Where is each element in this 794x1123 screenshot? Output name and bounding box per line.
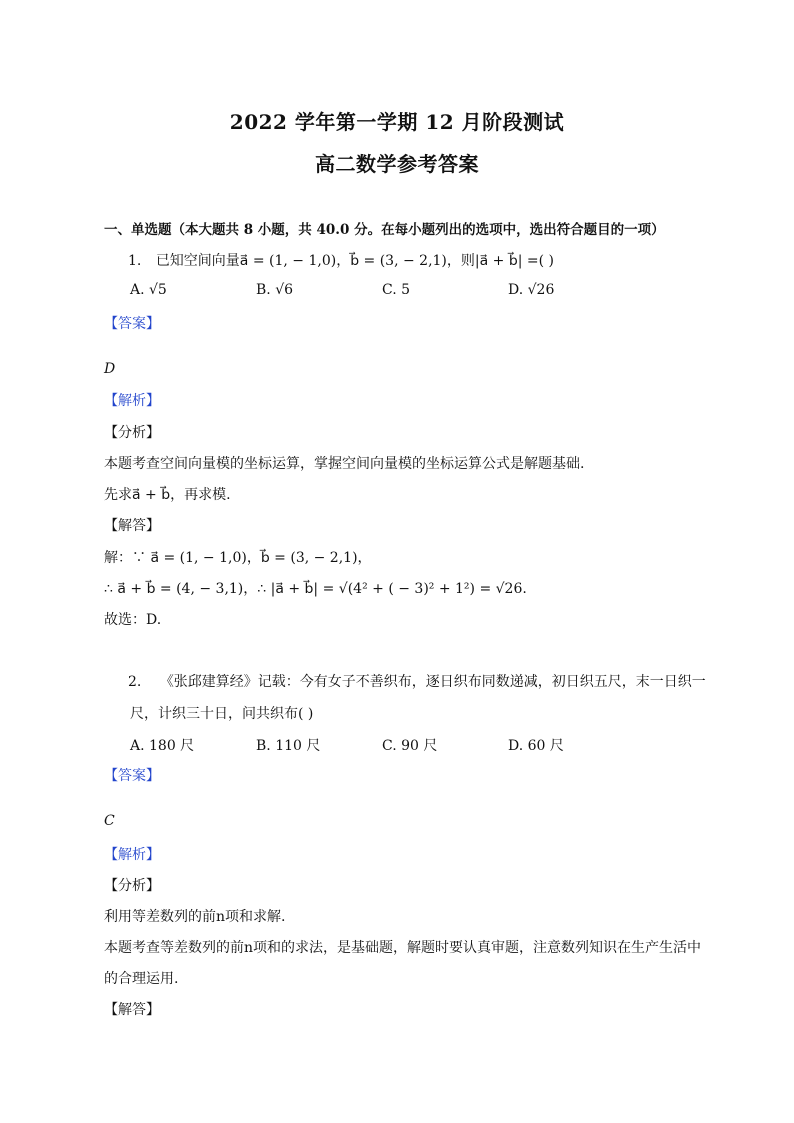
q1-analysis-tag: 【解析】 [104,393,160,409]
q1-answer-tag: 【答案】 [104,316,160,332]
q1-option-a: A. √5 [130,282,167,298]
q2-jieda-tag: 【解答】 [104,1002,160,1018]
q1-stem-text: 已知空间向量a⃗ = (1, − 1,0)，b⃗ = (3, − 2,1)，则|a⃗ + b⃗| =( ) [155,253,554,269]
q1-fenxi-text-1: 本题考查空间向量模的坐标运算，掌握空间向量模的坐标运算公式是解题基础. [104,456,585,472]
q2-number: 2. [128,674,142,690]
q1-solution-2: ∴ a⃗ + b⃗ = (4, − 3,1)，∴ |a⃗ + b⃗| = √(4² + ( − 3)² + 1²) = √26. [104,581,527,597]
q2-fenxi-tag: 【分析】 [104,878,160,894]
q1-option-b: B. √6 [256,282,294,298]
q2-stem-line-2: 尺，计织三十日，问共织布( ) [130,706,314,722]
q2-fenxi-text-2: 本题考查等差数列的前n项和的求法，是基础题，解题时要认真审题，注意数列知识在生产生活中 [104,940,702,956]
q1-jieda-tag: 【解答】 [104,518,160,534]
q1-fenxi-text-2: 先求a⃗ + b⃗，再求模. [104,487,231,503]
q1-number: 1. [128,253,142,269]
page-subtitle: 高二数学参考答案 [315,152,479,176]
q2-analysis-tag: 【解析】 [104,847,160,863]
q1-solution-1: 解：∵ a⃗ = (1, − 1,0)，b⃗ = (3, − 2,1)， [104,550,372,566]
page-title: 2022 学年第一学期 12 月阶段测试 [229,110,565,134]
q2-stem-line-1 [128,671,706,691]
q2-fenxi-text-3: 的合理运用. [104,971,179,987]
q1-option-c: C. 5 [382,282,411,298]
q1-option-d: D. √26 [508,282,555,298]
q1-fenxi-tag: 【分析】 [104,425,160,441]
q1-answer: D [104,361,116,377]
q1-stem [128,250,554,270]
q2-fenxi-text-1: 利用等差数列的前n项和求解. [104,909,286,925]
q2-option-b: B. 110 尺 [256,738,321,754]
q2-option-c: C. 90 尺 [382,738,438,754]
q2-answer-tag: 【答案】 [104,768,160,784]
q1-solution-3: 故选：D. [104,612,162,628]
section-heading: 一、单选题（本大题共 8 小题，共 40.0 分。在每小题列出的选项中，选出符合题目的一项） [104,222,665,238]
q2-answer: C [104,813,115,829]
q2-option-d: D. 60 尺 [508,738,564,754]
q2-stem-text-1: 《张邱建算经》记载：今有女子不善织布，逐日织布同数递减，初日织五尺，末一日织一 [159,674,706,690]
q2-option-a: A. 180 尺 [130,738,195,754]
